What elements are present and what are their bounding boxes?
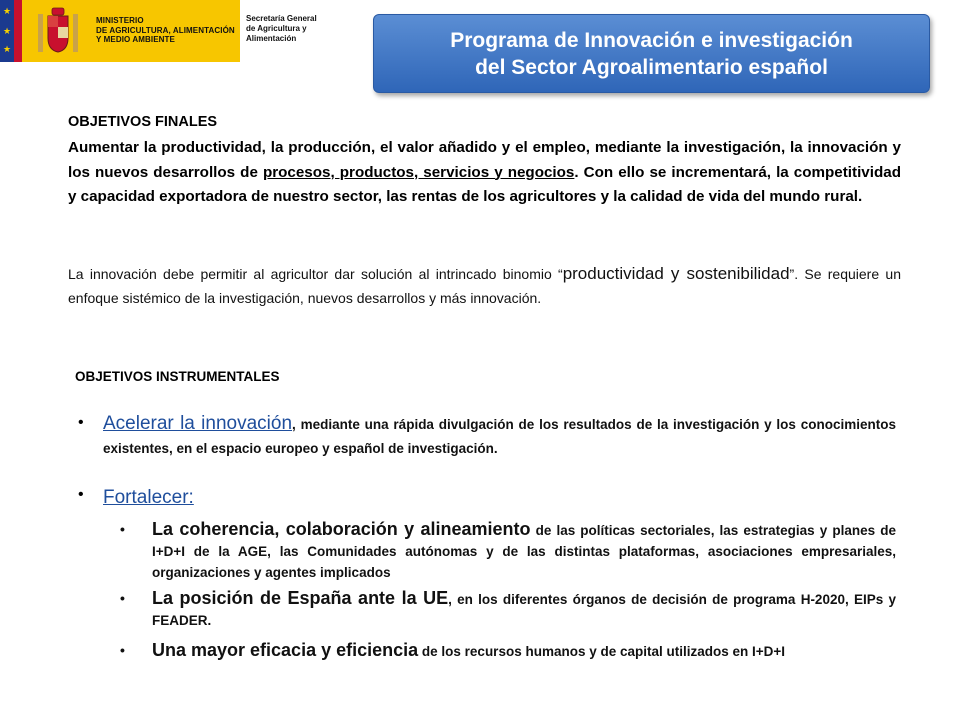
bullet-icon: •	[120, 521, 125, 537]
list-item: • La posición de España ante la UE, en los diferentes órganos de decisión de programa H-2020, EIPs y FEADER.	[120, 588, 897, 628]
coat-of-arms-icon	[32, 6, 84, 56]
page-title-banner	[373, 14, 930, 93]
emphasis-phrase: productividad y sostenibilidad	[562, 264, 790, 283]
bullet-icon: •	[78, 414, 84, 431]
title-line-2: del Sector Agroalimentario español	[475, 55, 828, 79]
bullet-lead: Acelerar la innovación	[103, 413, 293, 434]
list-item	[78, 486, 896, 511]
innovacion-paragraph: La innovación debe permitir al agricultor dar solución al intrincado binomio “productividad y sostenibilidad”. Se requiere un enfoque sistémico de la investigación, nuevos desarrollos y más innovación.	[68, 264, 901, 306]
ministry-name: MINISTERIO DE AGRICULTURA, ALIMENTACIÓN Y MEDIO AMBIENTE	[96, 16, 235, 44]
bullet-lead: Fortalecer:	[103, 487, 194, 508]
star-icon: ★	[3, 7, 12, 17]
list-item: • Una mayor eficacia y eficiencia de los recursos humanos y de capital utilizados en I+D+I	[120, 640, 786, 660]
objetivos-finales-paragraph: Aumentar la productividad, la producción, el valor añadido y el empleo, mediante la investigación, la innovación y los nuevos desarrollos de procesos, productos, servicios y negocios. Con ello se incrementará, la competitividad y capacidad exportadora de nuestro sector, las rentas de los agricultores y la calidad de vida del mundo rural.	[68, 139, 901, 205]
list-item: • Acelerar la innovación, mediante una rápida divulgación de los resultados de la investigación y los conocimientos existentes, en el espacio europeo y español de investigación.	[78, 413, 896, 456]
star-icon: ★	[3, 45, 12, 55]
underlined-phrase: procesos, productos, servicios y negocios	[262, 163, 575, 181]
eu-flag-strip	[0, 0, 22, 62]
ministry-logo	[22, 0, 240, 62]
objetivos-instrumentales-heading: OBJETIVOS INSTRUMENTALES	[75, 369, 280, 384]
bullet-icon: •	[78, 486, 84, 503]
star-icon: ★	[3, 27, 12, 37]
secretaria-name: Secretaría General de Agricultura y Alimentación	[246, 14, 317, 43]
list-item: • La coherencia, colaboración y alineamiento de las políticas sectoriales, las estrategias y planes de I+D+I de la AGE, las Comunidades autónomas y de las distintas plataformas, asociaciones empresariales, organizaciones y agentes implicados	[120, 519, 896, 580]
bullet-icon: •	[120, 642, 125, 658]
objetivos-finales-heading: OBJETIVOS FINALES	[68, 114, 218, 130]
title-line-1: Programa de Innovación e investigación	[450, 28, 853, 52]
bullet-icon: •	[120, 590, 125, 606]
